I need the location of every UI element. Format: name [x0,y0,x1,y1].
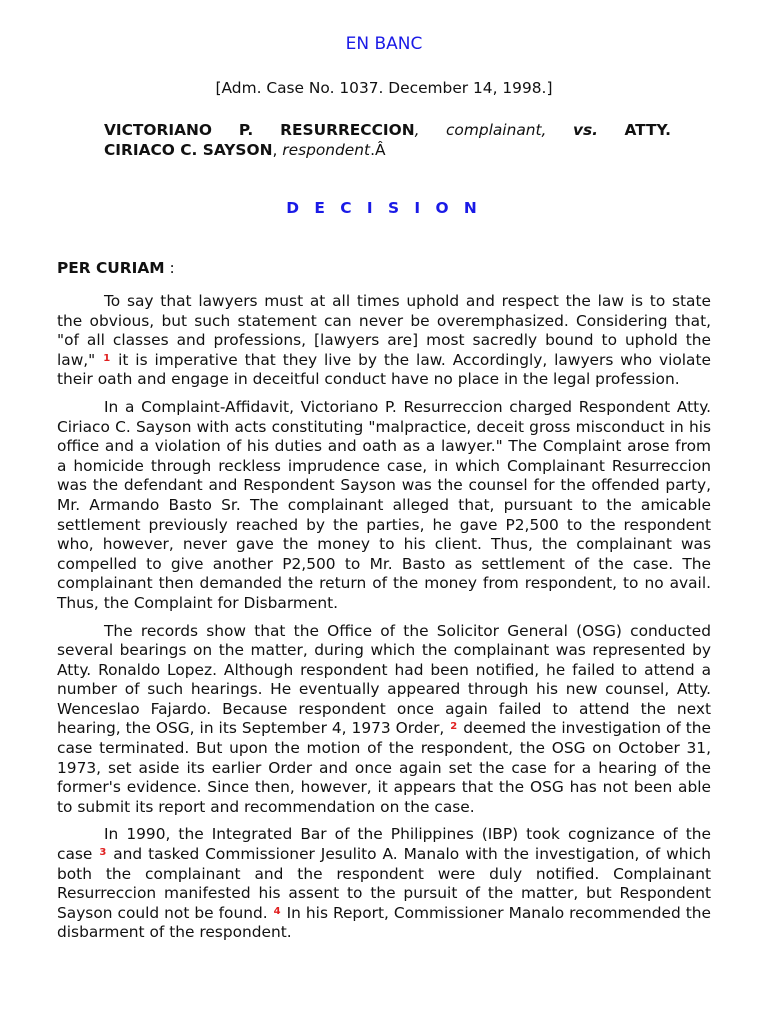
case-parties [104,120,671,160]
body-paragraph [57,622,711,818]
per-curiam-label: PER CURIAM [57,259,165,277]
parties-trailing: .Â [370,141,386,159]
body-paragraph [57,292,711,390]
parties-line-1 [104,120,671,140]
footnote-marker[interactable]: 2 [450,721,458,733]
complainant-role: , complainant, [414,121,547,139]
paragraph-text: and tasked Commissioner Jesulito A. Manalo with the investigation, of which both the complainant and the respondent were duly notified. Complainant Resurreccion manifested his assent to the pursuit of the matter, but Respondent Sayson could not be found. [57,845,711,922]
decision-heading: D E C I S I O N [286,199,482,217]
paragraph-text: To say that lawyers must at all times uphold and respect the law is to state the obvious, but such statement can never be overemphasized. Considering that, "of all classes and professions, [lawyers are] most sacredly bound to uphold the law," [57,292,711,369]
respondent-role: respondent [282,141,371,159]
division-heading: EN BANC [345,34,423,54]
respondent-name: CIRIACO C. SAYSON [104,141,273,159]
paragraph-text: The records show that the Office of the Solicitor General (OSG) conducted several bearings on the matter, during which the complainant was represented by Atty. Ronaldo Lopez. Although respondent had been notified, he failed to attend a number of such hearings. He eventually appeared through his new counsel, Atty. Wenceslao Fajardo. Because respondent once again failed to attend the next hearing, the OSG, in its September 4, 1973 Order, [57,621,711,738]
body-paragraph [57,398,711,614]
paragraph-text: In his Report, Commissioner Manalo recommended the disbarment of the respondent. [57,903,711,942]
decision-body [57,292,711,951]
footnote-marker[interactable]: 3 [99,847,107,859]
versus-label: vs. [572,121,598,139]
per-curiam-colon: : [164,259,175,277]
paragraph-text: In a Complaint-Affidavit, Victoriano P. Resurreccion charged Respondent Atty. Ciriaco C. Sayson with acts constituting "malpractice, deceit gross misconduct in his office and a violation of his duties and oath as a lawyer." The Complaint arose from a homicide through reckless imprudence case, in which Complainant Resurreccion was the defendant and Respondent Sayson was the counsel for the offended party, Mr. Armando Basto Sr. The complainant alleged that, pursuant to the amicable settlement previously reached by the parties, he gave P2,500 to the respondent who, however, never gave the money to his client. Thus, the complainant was compelled to give another P2,500 to Mr. Basto as settlement of the case. The complainant then demanded the return of the money from respondent, to no avail. Thus, the Complaint for Disbarment. [57,397,711,612]
respondent-separator: , [272,141,278,159]
respondent-title: ATTY. [624,121,671,139]
case-number: [Adm. Case No. 1037. December 14, 1998.] [215,79,553,97]
footnote-marker[interactable]: 4 [273,905,281,917]
complainant-name: VICTORIANO P. RESURRECCION [104,121,415,139]
footnote-marker[interactable]: 1 [103,352,111,364]
paragraph-text: In 1990, the Integrated Bar of the Philippines (IBP) took cognizance of the case [57,825,711,864]
paragraph-text: deemed the investigation of the case terminated. But upon the motion of the respondent, the OSG on October 31, 1973, set aside its earlier Order and once again set the case for a hearing of the former's evidence. Since then, however, it appears that the OSG has not been able to submit its report and recommendation on the case. [57,719,712,816]
body-paragraph [57,825,711,943]
paragraph-text: it is imperative that they live by the law. Accordingly, lawyers who violate their oath and engage in deceitful conduct have no place in the legal profession. [57,350,711,389]
per-curiam-heading [57,258,175,278]
